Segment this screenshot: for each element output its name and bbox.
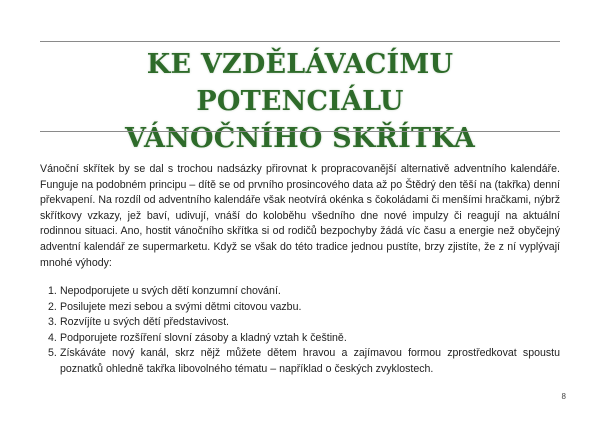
list-item	[40, 300, 560, 316]
list-item-number: 5.	[48, 347, 57, 360]
list-item-text: Získáváte nový kanál, skrz nějž můžete dětem hravou a zajímavou formou zprostředkovat spoustu poznatků ohledně takřka libovolného tématu – například o českých zvyklostech.	[60, 347, 560, 375]
title-line-1: KE VZDĚLÁVACÍMU POTENCIÁLU	[146, 49, 454, 117]
list-item-number: 4.	[48, 331, 57, 344]
benefits-list	[40, 284, 560, 378]
top-divider	[40, 41, 560, 42]
list-item	[40, 346, 560, 377]
intro-paragraph: Vánoční skřítek by se dal s trochou nadsázky přirovnat k propracovanější alternativě adventního kalendáře. Funguje na podobném principu – dítě se od prvního prosincového data až po Štědrý den těší na (takřka) denní překvapení. Na rozdíl od adventního kalendáře však neotvírá okénka s čokoládami či menšími hračkami, nýbrž skřítkovy vzkazy, jež baví, udivují, vnáší do koloběhu všedního dne nové impulzy či reagují na aktuální rodinnou situaci. Ano, hostit vánočního skřítka si od rodičů bezpochyby žádá víc času a energie než obyčejný adventní kalendář ze supermarketu. Když se však do této tradice jednou pustíte, brzy zjistíte, že z ní vyplývají mnohé výhody:	[40, 163, 560, 269]
list-item-text: Nepodporujete u svých dětí konzumní chování.	[60, 285, 281, 297]
list-item-text: Podporujete rozšíření slovní zásoby a kladný vztah k češtině.	[60, 331, 347, 344]
list-item-text: Posilujete mezi sebou a svými dětmi citovou vazbu.	[60, 300, 302, 313]
list-item	[40, 331, 560, 347]
list-item	[40, 284, 560, 300]
list-item	[40, 315, 560, 331]
list-item-text: Rozvíjíte u svých dětí představivost.	[60, 316, 229, 329]
list-item-number: 2.	[48, 300, 57, 313]
list-item-number: 3.	[48, 316, 57, 329]
page-number: 8	[561, 392, 566, 401]
list-item-number: 1.	[48, 285, 57, 297]
bottom-divider	[40, 131, 560, 132]
title-line-2: VÁNOČNÍHO SKŘÍTKA	[124, 123, 476, 154]
page-title	[40, 46, 560, 157]
